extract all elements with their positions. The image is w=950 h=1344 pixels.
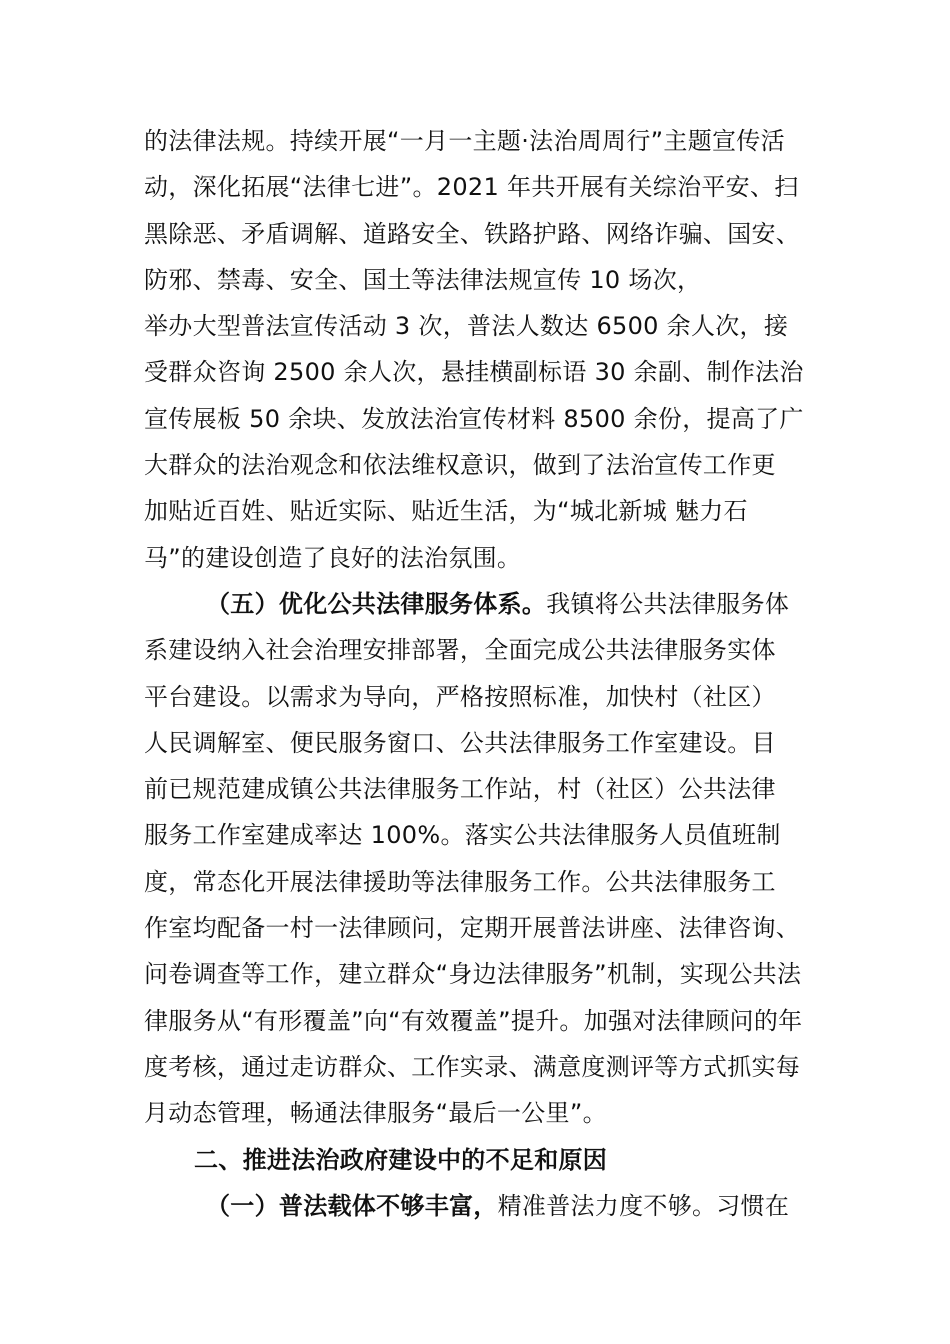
paragraph-first-line (144, 1183, 820, 1229)
text-line: 系建设纳入社会治理安排部署，全面完成公共法律服务实体 (144, 636, 776, 665)
text-line: 举办大型普法宣传活动 3 次，普法人数达 6500 余人次，接 (144, 312, 789, 341)
text-line: 动，深化拓展“法律七进”。2021 年共开展有关综治平安、扫 (144, 173, 799, 202)
text-line: 防邪、禁毒、安全、国土等法律法规宣传 10 场次， (144, 265, 702, 294)
text-line: 度考核，通过走访群众、工作实录、满意度测评等方式抓实每 (144, 1052, 801, 1081)
paragraph-shortcoming-1 (144, 1183, 820, 1229)
text-line: 受群众咨询 2500 余人次，悬挂横副标语 30 余副、制作法治 (144, 358, 804, 387)
text-line: 律服务从“有形覆盖”向“有效覆盖”提升。加强对法律顾问的年 (144, 1006, 803, 1035)
section-heading-shortcomings (144, 1137, 820, 1183)
document-body (144, 118, 820, 1229)
text-line: 人民调解室、便民服务窗口、公共法律服务工作室建设。目 (144, 728, 776, 757)
text-line: 月动态管理，畅通法律服务“最后一公里”。 (144, 1099, 607, 1128)
text-line: 宣传展板 50 余块、发放法治宣传材料 8500 余份，提高了广 (144, 404, 804, 433)
subsection-heading: （五）优化公共法律服务体系。 (206, 589, 547, 618)
text-line: 服务工作室建成率达 100%。落实公共法律服务人员值班制 (144, 821, 781, 850)
text-run: 我镇将公共法律服务体 (546, 589, 790, 618)
text-run: 精准普法力度不够。习惯在 (497, 1191, 790, 1220)
text-line: 大群众的法治观念和依法维权意识，做到了法治宣传工作更 (144, 451, 776, 480)
text-line: 问卷调查等工作，建立群众“身边法律服务”机制，实现公共法 (144, 960, 802, 989)
subsection-heading: （一）普法载体不够丰富， (206, 1191, 498, 1220)
section-title: 二、推进法治政府建设中的不足和原因 (194, 1145, 608, 1174)
text-line: 作室均配备一村一法律顾问，定期开展普法讲座、法律咨询、 (144, 914, 801, 943)
paragraph-first-line (144, 581, 820, 627)
text-line: 黑除恶、矛盾调解、道路安全、铁路护路、网络诈骗、国安、 (144, 219, 801, 248)
text-line: 加贴近百姓、贴近实际、贴近生活，为“城北新城 魅力石 (144, 497, 748, 526)
paragraph-public-legal-services (144, 581, 820, 1137)
text-line: 的法律法规。持续开展“一月一主题·法治周周行”主题宣传活 (144, 127, 785, 155)
text-line: 马”的建设创造了良好的法治氛围。 (144, 543, 522, 572)
paragraph-publicity-activities (144, 118, 820, 581)
text-line: 平台建设。以需求为导向，严格按照标准，加快村（社区） (144, 682, 776, 711)
text-line: 前已规范建成镇公共法律服务工作站，村（社区）公共法律 (144, 775, 776, 804)
text-line: 度，常态化开展法律援助等法律服务工作。公共法律服务工 (144, 867, 776, 896)
